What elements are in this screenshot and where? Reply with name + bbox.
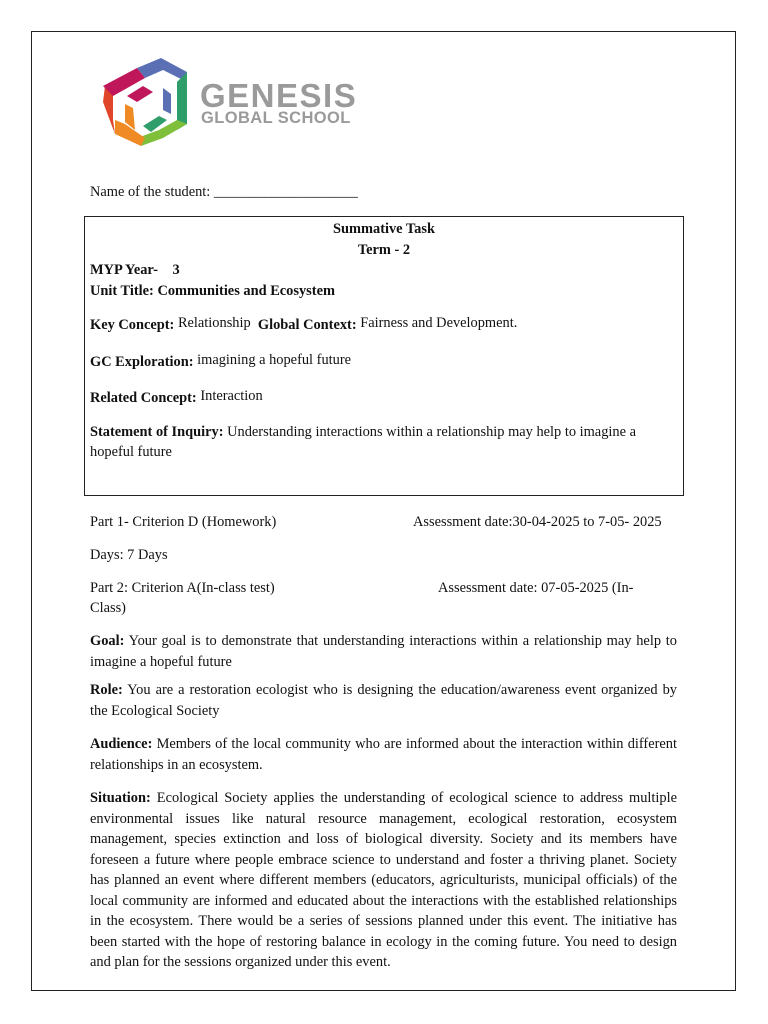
soi-text-2: hopeful future xyxy=(90,444,172,460)
role-text: You are a restoration ecologist who is designing the education/awareness event organized by the Ecological Society xyxy=(90,682,677,719)
gc-exploration-value: imagining a hopeful future xyxy=(197,352,352,368)
myp-year-value: 3 xyxy=(172,262,180,278)
unit-title xyxy=(90,281,335,301)
global-context-value: Fairness and Development. xyxy=(360,315,518,331)
related-concept-label: Related Concept: xyxy=(90,390,197,406)
part2-label: Part 2: Criterion A(In-class test) xyxy=(90,580,275,596)
related-concept-row xyxy=(90,388,263,408)
role-paragraph xyxy=(90,680,677,721)
soi-text-1: Understanding interactions within a relationship may help to imagine a xyxy=(227,424,636,440)
unit-title-value: Communities and Ecosystem xyxy=(157,283,335,299)
soi-line-1 xyxy=(90,422,636,442)
key-concept-row xyxy=(90,315,517,335)
part2-date-cont: Class) xyxy=(90,600,126,616)
situation-label: Situation: xyxy=(90,790,151,806)
audience-label: Audience: xyxy=(90,736,153,752)
related-concept-value: Interaction xyxy=(200,388,263,404)
situation-paragraph xyxy=(90,788,677,973)
key-concept-label: Key Concept: xyxy=(90,317,175,333)
unit-title-label: Unit Title: xyxy=(90,283,154,299)
goal-label: Goal: xyxy=(90,633,125,649)
goal-paragraph xyxy=(90,631,677,672)
myp-year-label: MYP Year- xyxy=(90,262,159,278)
student-name-blank: ____________________ xyxy=(213,184,358,200)
part2-date: Assessment date: 07-05-2025 (In- xyxy=(438,580,634,596)
global-context-label: Global Context: xyxy=(257,317,357,333)
audience-paragraph xyxy=(90,734,677,775)
student-name-line xyxy=(90,182,358,202)
audience-text: Members of the local community who are informed about the interaction within different relationships in an ecosystem. xyxy=(90,736,677,773)
student-name-label: Name of the student: xyxy=(90,184,211,200)
soi-label: Statement of Inquiry: xyxy=(90,424,224,440)
gc-exploration-row xyxy=(90,352,351,372)
days-label: Days: 7 Days xyxy=(90,547,168,563)
school-subtitle: GLOBAL SCHOOL xyxy=(201,109,351,127)
myp-year xyxy=(90,260,180,280)
situation-text: Ecological Society applies the understanding of ecological science to address multiple environmental issues like natural resource management, ecological restoration, ecosystem management, species extinction and loss of biological diversity. Society and its members have foreseen a future where people embrace science to understand and foster a thriving planet. Society has planned an event where different members (educators, agriculturists, municipal officials) of the local community are informed and educated about the interactions with the established relationships in the ecosystem. There would be a series of sessions planned under this event. The initiative has been started with the hope of restoring balance in ecology in the coming future. You need to design and plan for the sessions organized under this event. xyxy=(90,790,677,970)
goal-text: Your goal is to demonstrate that understanding interactions within a relationship may help to imagine a hopeful future xyxy=(90,633,677,670)
task-term: Term - 2 xyxy=(357,242,411,258)
task-title: Summative Task xyxy=(333,221,435,237)
part1-label: Part 1- Criterion D (Homework) xyxy=(90,514,277,530)
role-label: Role: xyxy=(90,682,123,698)
part1-date: Assessment date:30-04-2025 to 7-05- 2025 xyxy=(413,514,662,530)
key-concept-value: Relationship xyxy=(177,315,251,331)
gc-exploration-label: GC Exploration: xyxy=(90,354,194,370)
school-name: GENESIS xyxy=(200,77,358,114)
